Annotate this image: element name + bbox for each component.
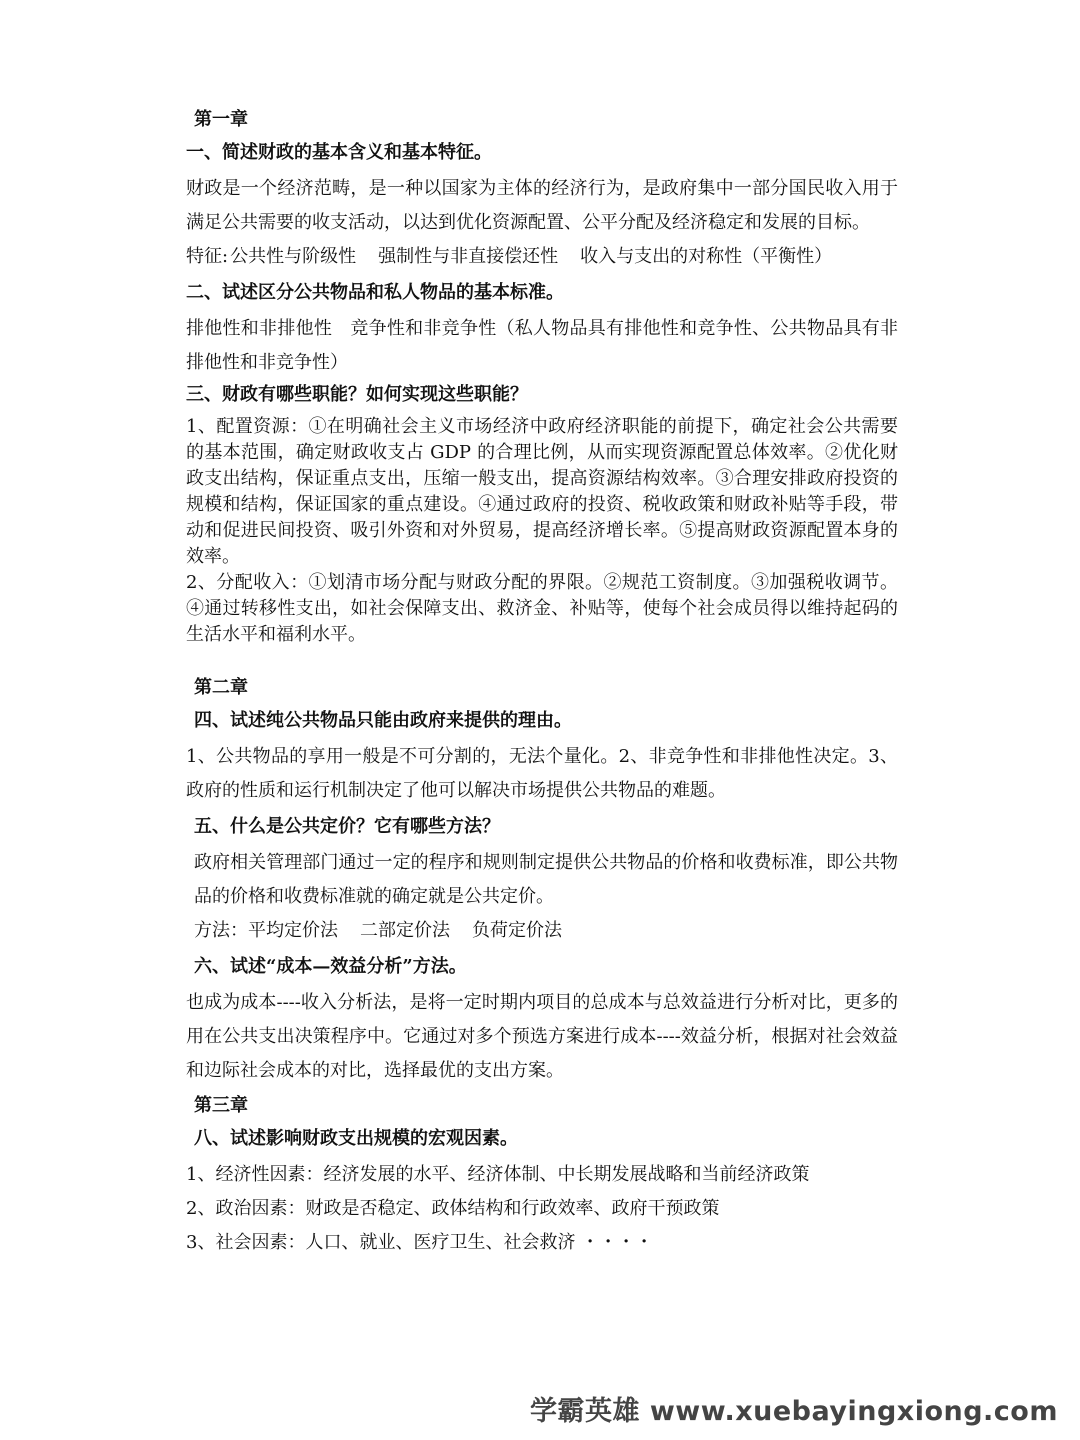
question-3-paragraph-2: 2、分配收入：①划清市场分配与财政分配的界限。②规范工资制度。③加强税收调节。④通过转移性支出，如社会保障支出、救济金、补贴等，使每个社会成员得以维持起码的生活水平和福利水平。 — [186, 572, 898, 645]
question-5-title: 五、什么是公共定价？它有哪些方法？ — [194, 816, 500, 837]
question-8-item: 2、政治因素：财政是否稳定、政体结构和行政效率、政府干预政策 — [186, 1198, 720, 1219]
question-6-title: 六、试述“成本—效益分析”方法。 — [194, 956, 467, 977]
question-4-answer: 1、公共物品的享用一般是不可分割的，无法个量化。2、非竞争性和非排他性决定。3、政府的性质和运行机制决定了他可以解决市场提供公共物品的难题。 — [186, 746, 898, 801]
question-1-title: 一、简述财政的基本含义和基本特征。 — [186, 142, 492, 163]
method-item: 负荷定价法 — [472, 920, 562, 941]
document-page — [186, 106, 898, 1260]
chapter-1-title: 第一章 — [194, 109, 248, 130]
question-8-item: 3、社会因素：人口、就业、医疗卫生、社会救济 ・・・・ — [186, 1232, 654, 1253]
question-1-features — [186, 240, 898, 274]
question-8-item: 1、经济性因素：经济发展的水平、经济体制、中长期发展战略和当前经济政策 — [186, 1164, 810, 1185]
question-1-answer: 财政是一个经济范畴，是一种以国家为主体的经济行为，是政府集中一部分国民收入用于满足公共需要的收支活动，以达到优化资源配置、公平分配及经济稳定和发展的目标。 — [186, 178, 898, 233]
methods-label: 方法： — [194, 920, 248, 941]
feature-item: 收入与支出的对称性（平衡性） — [580, 246, 833, 267]
question-5-methods — [194, 914, 898, 948]
question-3-title: 三、财政有哪些职能？如何实现这些职能？ — [186, 384, 528, 405]
question-6-answer: 也成为成本----收入分析法，是将一定时期内项目的总成本与总效益进行分析对比，更多的用在公共支出决策程序中。它通过对多个预选方案进行成本----效益分析，根据对社会效益和边际社会成本的对比，选择最优的支出方案。 — [186, 992, 898, 1081]
features-label: 特征: — [186, 246, 229, 267]
chapter-2-title: 第二章 — [194, 677, 248, 698]
method-item: 二部定价法 — [360, 920, 450, 941]
question-4-title: 四、试述纯公共物品只能由政府来提供的理由。 — [194, 710, 572, 731]
question-2-title: 二、试述区分公共物品和私人物品的基本标准。 — [186, 282, 564, 303]
question-3-paragraph-1: 1、配置资源：①在明确社会主义市场经济中政府经济职能的前提下，确定社会公共需要的基本范围，确定财政收支占 GDP 的合理比例，从而实现资源配置总体效率。②优化财政支出结构，保证重点支出，压缩一般支出，提高资源结构效率。③合理安排政府投资的规模和结构，保证国家的重点建设。④通过政府的投资、税收政策和财政补贴等手段，带动和促进民间投资、吸引外资和对外贸易，提高经济增长率。⑤提高财政资源配置本身的效率。 — [186, 416, 898, 567]
question-5-answer: 政府相关管理部门通过一定的程序和规则制定提供公共物品的价格和收费标准，即公共物品的价格和收费标准就的确定就是公共定价。 — [194, 852, 898, 907]
method-item: 平均定价法 — [248, 920, 338, 941]
chapter-3-title: 第三章 — [194, 1095, 248, 1116]
section-gap — [186, 648, 898, 674]
question-8-title: 八、试述影响财政支出规模的宏观因素。 — [194, 1128, 518, 1149]
site-watermark: 学霸英雄 www.xuebayingxiong.com — [529, 1396, 1058, 1427]
feature-item: 公共性与阶级性 — [230, 246, 357, 267]
question-2-answer: 排他性和非排他性 竞争性和非竞争性（私人物品具有排他性和竞争性、公共物品具有非排他性和非竞争性） — [186, 318, 898, 373]
feature-item: 强制性与非直接偿还性 — [378, 246, 559, 267]
